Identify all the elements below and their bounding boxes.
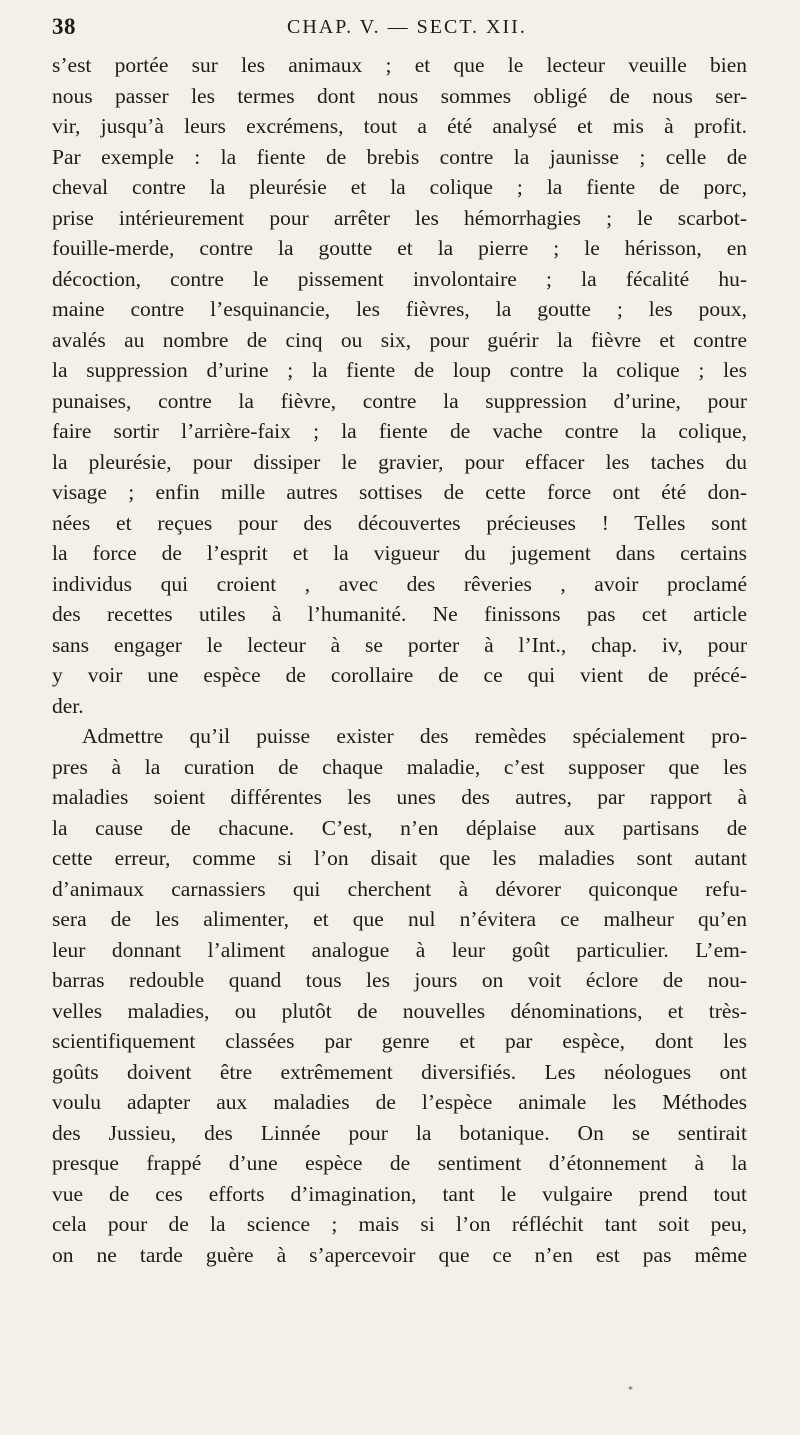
text-line: on ne tarde guère à s’apercevoir que ce n’en est pas même bbox=[52, 1242, 747, 1267]
text-line: barras redouble quand tous les jours on voit éclore de nou- bbox=[52, 968, 747, 992]
text-line: des recettes utiles à l’humanité. Ne finissons pas cet article bbox=[52, 602, 747, 626]
text-line: goûts doivent être extrêmement diversifiés. Les néologues ont bbox=[52, 1059, 747, 1084]
text-line: prise intérieurement pour arrêter les hémorrhagies ; le scarbot- bbox=[52, 205, 747, 230]
text-line: la force de l’esprit et la vigueur du jugement dans certains bbox=[52, 541, 747, 565]
text-line: la cause de chacune. C’est, n’en déplaise aux partisans de bbox=[52, 815, 747, 840]
text-line: Par exemple : la fiente de brebis contre la jaunisse ; celle de bbox=[52, 144, 747, 169]
running-head: CHAP. V. — SECT. XII. bbox=[287, 16, 527, 38]
text-line: cette erreur, comme si l’on disait que les maladies sont autant bbox=[52, 846, 747, 870]
text-line: décoction, contre le pissement involontaire ; la fécalité hu- bbox=[52, 266, 747, 291]
text-line: s’est portée sur les animaux ; et que le lecteur veuille bien bbox=[52, 53, 747, 77]
text-line-paragraph-start: Admettre qu’il puisse exister des remèdes spécialement pro- bbox=[82, 724, 747, 748]
text-line: la pleurésie, pour dissiper le gravier, pour effacer les taches du bbox=[52, 449, 747, 474]
text-line: sans engager le lecteur à se porter à l’Int., chap. iv, pour bbox=[52, 632, 747, 657]
text-line: velles maladies, ou plutôt de nouvelles dénominations, et très- bbox=[52, 998, 747, 1023]
text-line: presque frappé d’une espèce de sentiment d’étonnement à la bbox=[52, 1151, 747, 1175]
text-line: vue de ces efforts d’imagination, tant le vulgaire prend tout bbox=[52, 1181, 747, 1206]
text-line: sera de les alimenter, et que nul n’évitera ce malheur qu’en bbox=[52, 907, 747, 931]
text-line: nous passer les termes dont nous sommes obligé de nous ser- bbox=[52, 83, 747, 108]
text-line: vir, jusqu’à leurs excrémens, tout a été analysé et mis à profit. bbox=[52, 114, 747, 138]
text-line: cheval contre la pleurésie et la colique ; la fiente de porc, bbox=[52, 175, 747, 199]
footer-mark: * bbox=[628, 1385, 633, 1396]
text-line: y voir une espèce de corollaire de ce qui vient de précé- bbox=[52, 663, 747, 687]
text-line: faire sortir l’arrière-faix ; la fiente de vache contre la colique, bbox=[52, 419, 747, 443]
body-text bbox=[52, 50, 747, 1270]
text-line: maladies soient différentes les unes des autres, par rapport à bbox=[52, 785, 747, 809]
text-line: fouille-merde, contre la goutte et la pierre ; le hérisson, en bbox=[52, 236, 747, 260]
text-line: scientifiquement classées par genre et par espèce, dont les bbox=[52, 1029, 747, 1053]
text-line: pres à la curation de chaque maladie, c’est supposer que les bbox=[52, 754, 747, 779]
page-number: 38 bbox=[52, 14, 76, 39]
text-line: punaises, contre la fièvre, contre la suppression d’urine, pour bbox=[52, 388, 747, 413]
text-line: la suppression d’urine ; la fiente de loup contre la colique ; les bbox=[52, 358, 747, 382]
text-line: d’animaux carnassiers qui cherchent à dévorer quiconque refu- bbox=[52, 876, 747, 901]
text-line: cela pour de la science ; mais si l’on réfléchit tant soit peu, bbox=[52, 1212, 747, 1236]
text-line: leur donnant l’aliment analogue à leur goût particulier. L’em- bbox=[52, 937, 747, 962]
text-line: avalés au nombre de cinq ou six, pour guérir la fièvre et contre bbox=[52, 327, 747, 352]
text-line: voulu adapter aux maladies de l’espèce animale les Méthodes bbox=[52, 1090, 747, 1114]
text-line: individus qui croient , avec des rêveries , avoir proclamé bbox=[52, 571, 747, 596]
text-line: nées et reçues pour des découvertes précieuses ! Telles sont bbox=[52, 510, 747, 535]
text-line: maine contre l’esquinancie, les fièvres, la goutte ; les poux, bbox=[52, 297, 747, 321]
text-line: visage ; enfin mille autres sottises de cette force ont été don- bbox=[52, 480, 747, 504]
page-header bbox=[52, 14, 752, 44]
text-line: des Jussieu, des Linnée pour la botanique. On se sentirait bbox=[52, 1120, 747, 1145]
text-line-paragraph-end: der. bbox=[52, 693, 84, 718]
